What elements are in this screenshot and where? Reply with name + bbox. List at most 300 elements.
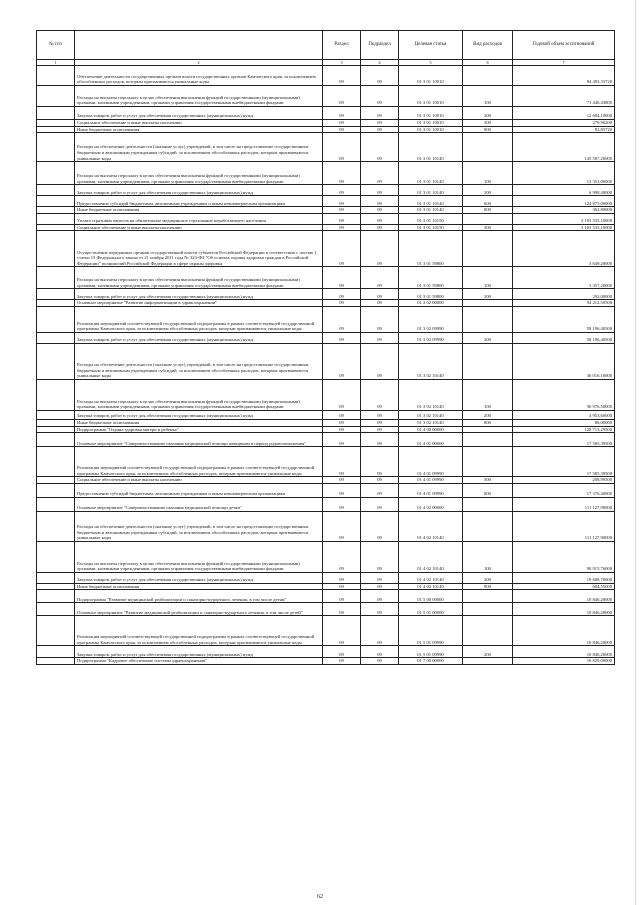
row-target: 01 4 01 09990	[399, 483, 463, 497]
row-name: Расходы на обеспечение деятельности (оказание услуг) учреждений, в том числе на предоставление государственным бюджетным и автономным учреждениям субсидий, за исключением обособленных расходов, которым присваиваются уникальные коды	[75, 511, 323, 541]
row-sum: 19 608,70000	[513, 572, 615, 583]
row-expense-type: 800	[463, 419, 513, 426]
row-subsection: 09	[361, 433, 399, 447]
table-row	[37, 477, 615, 484]
row-subsection: 09	[361, 185, 399, 196]
row-subsection: 09	[361, 646, 399, 658]
row-expense-type	[463, 133, 513, 162]
row-name: Иные бюджетные ассигнования	[75, 207, 323, 214]
row-sum: 58 196,40500	[513, 306, 615, 332]
row-number	[37, 185, 75, 196]
row-target: 01 4 02 00000	[399, 497, 463, 511]
row-sum: 3 103 535,10000	[513, 213, 615, 224]
row-expense-type: 100	[463, 162, 513, 185]
row-number	[37, 426, 75, 433]
row-expense-type: 200	[463, 646, 513, 658]
row-section: 09	[323, 306, 361, 332]
table-row	[37, 590, 615, 603]
table-row	[37, 447, 615, 477]
row-expense-type: 800	[463, 126, 513, 133]
row-target: 01 3 02 10140	[399, 343, 463, 379]
row-name: Расходы на выплаты персоналу в целях обеспечения выполнения функций государственными (муниципальными) органами, казенными учреждениями, органами управления государственными внебюджетными фондами	[75, 379, 323, 410]
table-row	[37, 410, 615, 419]
row-section: 09	[323, 477, 361, 484]
row-target: 01 3 01 10010	[399, 126, 463, 133]
table-row	[37, 289, 615, 300]
table-row	[37, 616, 615, 646]
row-section: 09	[323, 426, 361, 433]
row-section: 09	[323, 379, 361, 410]
header-subsection: Подраздел	[361, 31, 399, 60]
row-name: Закупка товаров, работ и услуг для обеспечения государственных (муниципальных) нужд	[75, 572, 323, 583]
row-sum: 17 585,39500	[513, 433, 615, 447]
row-name: Реализация мероприятий соответствующей государственной подпрограммы в рамках соответствующей государственной программы Камчатского края, за исключением обособленных расходов, которым присваиваются уникальные коды	[75, 447, 323, 477]
row-expense-type: 300	[463, 477, 513, 484]
row-number	[37, 590, 75, 603]
row-subsection: 09	[361, 343, 399, 379]
row-subsection: 09	[361, 603, 399, 616]
row-sum: 4 953,60000	[513, 410, 615, 419]
row-section: 09	[323, 86, 361, 107]
row-target: 01 3 01 10150	[399, 213, 463, 224]
row-name: Подпрограмма "Кадровое обеспечение системы здравоохранения"	[75, 658, 323, 665]
row-target: 01 3 01 10140	[399, 185, 463, 196]
row-name: Предоставление субсидий бюджетным, автономным учреждениям и иным некоммерческим организациям	[75, 483, 323, 497]
table-row	[37, 120, 615, 127]
row-expense-type	[463, 231, 513, 267]
table-row	[37, 213, 615, 224]
table-row	[37, 306, 615, 332]
row-sum: 3 103 535,10000	[513, 224, 615, 231]
row-expense-type: 200	[463, 107, 513, 120]
row-expense-type: 800	[463, 583, 513, 590]
row-subsection: 09	[361, 419, 399, 426]
row-target: 01 5 00 00000	[399, 590, 463, 603]
row-expense-type: 200	[463, 289, 513, 300]
table-row	[37, 126, 615, 133]
table-row	[37, 267, 615, 289]
row-section: 09	[323, 213, 361, 224]
column-number: 5	[399, 60, 463, 66]
row-target: 01 3 02 00000	[399, 300, 463, 307]
row-name: Основное мероприятие "Совершенствование оказания медицинской помощи детям"	[75, 497, 323, 511]
row-target: 01 3 01 10010	[399, 120, 463, 127]
row-name: Социальное обеспечение и иные выплаты населению	[75, 224, 323, 231]
row-target: 01 3 01 59800	[399, 289, 463, 300]
row-section: 09	[323, 120, 361, 127]
row-target: 01 3 02 10140	[399, 379, 463, 410]
row-subsection: 09	[361, 120, 399, 127]
table-row	[37, 207, 615, 214]
row-target: 01 4 00 00000	[399, 426, 463, 433]
row-target: 01 4 01 09990	[399, 477, 463, 484]
table-row	[37, 658, 615, 665]
row-target: 01 3 01 59800	[399, 267, 463, 289]
row-section: 09	[323, 419, 361, 426]
row-expense-type	[463, 497, 513, 511]
row-section: 09	[323, 289, 361, 300]
row-target: 01 3 01 10140	[399, 133, 463, 162]
row-section: 09	[323, 497, 361, 511]
row-sum: 12 684,10000	[513, 107, 615, 120]
row-subsection: 09	[361, 658, 399, 665]
row-section: 09	[323, 126, 361, 133]
row-number	[37, 410, 75, 419]
row-name: Предоставление субсидий бюджетным, автономным учреждениям и иным некоммерческим организациям	[75, 196, 323, 207]
header-sum: Годовой объем ассигнований	[513, 31, 615, 60]
column-number: 2	[75, 60, 323, 66]
row-name: Закупка товаров, работ и услуг для обеспечения государственных (муниципальных) нужд	[75, 410, 323, 419]
row-expense-type	[463, 300, 513, 307]
row-number	[37, 231, 75, 267]
row-section: 09	[323, 332, 361, 343]
table-row	[37, 133, 615, 162]
row-subsection: 09	[361, 133, 399, 162]
row-name: Закупка товаров, работ и услуг для обеспечения государственных (муниципальных) нужд	[75, 107, 323, 120]
row-section: 09	[323, 603, 361, 616]
row-section: 09	[323, 196, 361, 207]
row-subsection: 09	[361, 590, 399, 603]
header-exptype: Вид расходов	[463, 31, 513, 60]
row-section: 09	[323, 511, 361, 541]
row-expense-type: 100	[463, 541, 513, 572]
row-section: 09	[323, 231, 361, 267]
row-expense-type: 300	[463, 224, 513, 231]
row-expense-type	[463, 603, 513, 616]
row-number	[37, 603, 75, 616]
row-section: 09	[323, 133, 361, 162]
column-number: 4	[361, 60, 399, 66]
row-section: 09	[323, 483, 361, 497]
row-subsection: 09	[361, 66, 399, 86]
row-sum: 3 649,20000	[513, 231, 615, 267]
row-target: 01 3 01 10150	[399, 224, 463, 231]
row-sum: 17 585,39500	[513, 447, 615, 477]
row-name: Основное мероприятие "Развитие медицинской реабилитации и санаторно-курортного лечения, в том числе детей"	[75, 603, 323, 616]
row-target: 01 4 01 00000	[399, 433, 463, 447]
row-expense-type	[463, 213, 513, 224]
row-name: Реализация мероприятий соответствующей государственной подпрограммы в рамках соответствующей государственной программы Камчатского края, за исключением обособленных расходов, которым присваиваются уникальные коды	[75, 616, 323, 646]
row-number	[37, 572, 75, 583]
row-section: 09	[323, 541, 361, 572]
row-sum: 82,83720	[513, 126, 615, 133]
row-sum: 10 846,20000	[513, 603, 615, 616]
row-name: Социальное обеспечение и иные выплаты населению	[75, 477, 323, 484]
row-subsection: 09	[361, 289, 399, 300]
row-expense-type	[463, 511, 513, 541]
table-row	[37, 66, 615, 86]
row-name: Расходы на выплаты персоналу в целях обеспечения выполнения функций государственными (муниципальными) органами, казенными учреждениями, органами управления государственными внебюджетными фондами	[75, 267, 323, 289]
row-expense-type: 200	[463, 410, 513, 419]
row-number	[37, 133, 75, 162]
row-subsection: 09	[361, 511, 399, 541]
row-sum: 90 915,76000	[513, 541, 615, 572]
row-section: 09	[323, 207, 361, 214]
row-name: Иные бюджетные ассигнования	[75, 126, 323, 133]
column-number: 7	[513, 60, 615, 66]
row-name: Подпрограмма "Охрана здоровья матери и ребенка"	[75, 426, 323, 433]
table-row	[37, 379, 615, 410]
row-sum: 3 357,20000	[513, 267, 615, 289]
row-number	[37, 289, 75, 300]
budget-table	[36, 30, 615, 665]
row-subsection: 09	[361, 196, 399, 207]
row-number	[37, 379, 75, 410]
row-sum: 111 127,90000	[513, 511, 615, 541]
row-target: 01 3 02 09990	[399, 332, 463, 343]
row-expense-type: 200	[463, 185, 513, 196]
row-sum: 145 587,20000	[513, 133, 615, 162]
row-expense-type	[463, 426, 513, 433]
row-sum: 94 212,50500	[513, 300, 615, 307]
row-name: Расходы на обеспечение деятельности (оказание услуг) учреждений, в том числе на предоставление государственным бюджетным и автономным учреждениям субсидий, за исключением обособленных расходов, которым присваиваются уникальные коды	[75, 343, 323, 379]
table-row	[37, 231, 615, 267]
row-number	[37, 162, 75, 185]
row-subsection: 09	[361, 410, 399, 419]
row-expense-type	[463, 433, 513, 447]
row-expense-type	[463, 658, 513, 665]
row-sum: 208,99500	[513, 477, 615, 484]
row-section: 09	[323, 646, 361, 658]
row-target: 01 3 01 10010	[399, 66, 463, 86]
row-sum: 111 127,90000	[513, 497, 615, 511]
row-expense-type: 300	[463, 120, 513, 127]
table-row	[37, 86, 615, 107]
header-row	[37, 31, 615, 60]
row-name: Закупка товаров, работ и услуг для обеспечения государственных (муниципальных) нужд	[75, 332, 323, 343]
row-number	[37, 126, 75, 133]
row-number	[37, 497, 75, 511]
column-number: 6	[463, 60, 513, 66]
row-sum: 13 351,00000	[513, 162, 615, 185]
row-target: 01 4 02 10140	[399, 583, 463, 590]
row-subsection: 09	[361, 207, 399, 214]
table-row	[37, 483, 615, 497]
row-sum: 86,00000	[513, 419, 615, 426]
row-section: 09	[323, 185, 361, 196]
row-section: 09	[323, 162, 361, 185]
row-name: Закупка товаров, работ и услуг для обеспечения государственных (муниципальных) нужд	[75, 185, 323, 196]
row-target: 01 3 01 10010	[399, 107, 463, 120]
row-number	[37, 447, 75, 477]
row-sum: 128 713,29500	[513, 426, 615, 433]
row-number	[37, 483, 75, 497]
row-subsection: 09	[361, 126, 399, 133]
row-sum: 279,96200	[513, 120, 615, 127]
table-row	[37, 107, 615, 120]
table-row	[37, 541, 615, 572]
row-sum: 30 976,50000	[513, 379, 615, 410]
row-target: 01 3 02 10140	[399, 410, 463, 419]
row-number	[37, 196, 75, 207]
row-section: 09	[323, 66, 361, 86]
row-number	[37, 332, 75, 343]
row-number	[37, 120, 75, 127]
row-target: 01 5 01 09990	[399, 616, 463, 646]
row-number	[37, 511, 75, 541]
table-row	[37, 196, 615, 207]
row-sum: 71 446,43800	[513, 86, 615, 107]
row-section: 09	[323, 583, 361, 590]
row-number	[37, 267, 75, 289]
row-section: 09	[323, 616, 361, 646]
table-row	[37, 185, 615, 196]
row-sum: 362,80000	[513, 207, 615, 214]
row-subsection: 09	[361, 477, 399, 484]
row-number	[37, 86, 75, 107]
row-number	[37, 213, 75, 224]
row-subsection: 09	[361, 583, 399, 590]
row-sum: 604,55000	[513, 583, 615, 590]
table-row	[37, 162, 615, 185]
table-body	[37, 66, 615, 665]
header-num: № п/п	[37, 31, 75, 60]
row-subsection: 09	[361, 426, 399, 433]
table-row	[37, 572, 615, 583]
row-number	[37, 433, 75, 447]
row-subsection: 09	[361, 86, 399, 107]
row-target: 01 4 02 10140	[399, 541, 463, 572]
row-expense-type	[463, 590, 513, 603]
row-name: Расходы на обеспечение деятельности (оказание услуг) учреждений, в том числе на предоставление государственным бюджетным и автономным учреждениям субсидий, за исключением обособленных расходов, которым присваиваются уникальные коды	[75, 133, 323, 162]
row-section: 09	[323, 447, 361, 477]
row-section: 09	[323, 107, 361, 120]
row-sum: 6 998,40000	[513, 185, 615, 196]
row-sum: 292,00000	[513, 289, 615, 300]
header-name	[75, 31, 323, 60]
row-target: 01 3 01 59800	[399, 231, 463, 267]
row-section: 09	[323, 590, 361, 603]
table-row	[37, 343, 615, 379]
row-number	[37, 541, 75, 572]
row-name: Основное мероприятие "Развитие информатизации в здравоохранении"	[75, 300, 323, 307]
row-number	[37, 616, 75, 646]
row-subsection: 09	[361, 231, 399, 267]
row-expense-type: 800	[463, 207, 513, 214]
row-expense-type: 100	[463, 86, 513, 107]
row-target: 01 4 02 10140	[399, 572, 463, 583]
row-subsection: 09	[361, 572, 399, 583]
row-name: Уплата страховых взносов на обязательное медицинское страхование неработающего населения	[75, 213, 323, 224]
row-section: 09	[323, 433, 361, 447]
row-number	[37, 300, 75, 307]
row-name: Обеспечение деятельности государственных органов власти государственных органов Камчатского края, за исключением обособленных расходов, которым присваиваются уникальные коды	[75, 66, 323, 86]
row-number	[37, 224, 75, 231]
row-subsection: 09	[361, 616, 399, 646]
row-number	[37, 583, 75, 590]
table-row	[37, 332, 615, 343]
row-target: 01 5 01 00000	[399, 603, 463, 616]
row-section: 09	[323, 658, 361, 665]
row-subsection: 09	[361, 306, 399, 332]
row-number	[37, 658, 75, 665]
row-name: Основное мероприятие "Совершенствование оказания медицинской помощи женщинам в период родовспоможения"	[75, 433, 323, 447]
row-expense-type: 600	[463, 196, 513, 207]
row-section: 09	[323, 410, 361, 419]
row-subsection: 09	[361, 300, 399, 307]
row-number	[37, 343, 75, 379]
row-expense-type: 200	[463, 572, 513, 583]
row-subsection: 09	[361, 497, 399, 511]
row-expense-type: 100	[463, 267, 513, 289]
row-target: 01 5 01 09990	[399, 646, 463, 658]
table-row	[37, 224, 615, 231]
table-row	[37, 497, 615, 511]
row-target: 01 3 01 10140	[399, 207, 463, 214]
row-sum: 84 493,33720	[513, 66, 615, 86]
row-subsection: 09	[361, 447, 399, 477]
row-name: Реализация мероприятий соответствующей государственной подпрограммы в рамках соответствующей государственной программы Камчатского края, за исключением обособленных расходов, которым присваиваются уникальные коды	[75, 306, 323, 332]
row-subsection: 09	[361, 162, 399, 185]
row-name: Осуществление переданных органам государственной власти субъектов Российской Федерации в соответствии с частью 1 статьи 15 Федерального закона от 21 ноября 2011 года № 323-ФЗ "Об основах охраны здоровья граждан в Российской Федерации" полномочий Российской Федерации в сфере охраны здоровья	[75, 231, 323, 267]
row-section: 09	[323, 343, 361, 379]
column-number: 1	[37, 60, 75, 66]
row-number	[37, 107, 75, 120]
row-subsection: 09	[361, 213, 399, 224]
row-subsection: 09	[361, 379, 399, 410]
row-name: Иные бюджетные ассигнования	[75, 419, 323, 426]
row-section: 09	[323, 300, 361, 307]
row-number	[37, 207, 75, 214]
row-number	[37, 306, 75, 332]
row-expense-type: 200	[463, 332, 513, 343]
row-expense-type: 100	[463, 379, 513, 410]
row-sum: 16 829,00000	[513, 658, 615, 665]
row-subsection: 09	[361, 332, 399, 343]
row-number	[37, 66, 75, 86]
row-name: Подпрограмма "Развитие медицинской реабилитации и санаторно-курортного лечения, в том числе детям"	[75, 590, 323, 603]
row-name: Расходы на выплаты персоналу в целях обеспечения выполнения функций государственными (муниципальными) органами, казенными учреждениями, органами управления государственными внебюджетными фондами	[75, 86, 323, 107]
header-section: Раздел	[323, 31, 361, 60]
budget-sheet	[36, 30, 614, 890]
row-expense-type	[463, 343, 513, 379]
row-sum: 124 875,00000	[513, 196, 615, 207]
row-number	[37, 419, 75, 426]
row-name: Социальное обеспечение и иные выплаты населению	[75, 120, 323, 127]
row-expense-type	[463, 447, 513, 477]
row-target: 01 3 02 09990	[399, 306, 463, 332]
row-sum: 17 376,40000	[513, 483, 615, 497]
table-row	[37, 583, 615, 590]
column-number: 3	[323, 60, 361, 66]
row-target: 01 4 02 10140	[399, 511, 463, 541]
row-name: Расходы на выплаты персоналу в целях обеспечения выполнения функций государственными (муниципальными) органами, казенными учреждениями, органами управления государственными внебюджетными фондами	[75, 541, 323, 572]
row-subsection: 09	[361, 483, 399, 497]
table-row	[37, 433, 615, 447]
row-name: Закупка товаров, работ и услуг для обеспечения государственных (муниципальных) нужд	[75, 289, 323, 300]
table-row	[37, 646, 615, 658]
table-row	[37, 511, 615, 541]
row-section: 09	[323, 267, 361, 289]
row-name: Расходы на выплаты персоналу в целях обеспечения выполнения функций государственными (муниципальными) органами, казенными учреждениями, органами управления государственными внебюджетными фондами	[75, 162, 323, 185]
row-target: 01 7 00 00000	[399, 658, 463, 665]
row-sum: 10 846,20000	[513, 590, 615, 603]
row-sum: 36 016,10000	[513, 343, 615, 379]
row-sum: 58 196,40500	[513, 332, 615, 343]
row-subsection: 09	[361, 107, 399, 120]
row-subsection: 09	[361, 541, 399, 572]
page-edge	[635, 0, 636, 905]
row-target: 01 3 01 10140	[399, 196, 463, 207]
row-sum: 10 846,20000	[513, 646, 615, 658]
table-row	[37, 603, 615, 616]
row-number	[37, 477, 75, 484]
row-target: 01 3 01 10140	[399, 162, 463, 185]
row-section: 09	[323, 224, 361, 231]
row-expense-type	[463, 306, 513, 332]
table-row	[37, 426, 615, 433]
row-target: 01 3 01 10010	[399, 86, 463, 107]
